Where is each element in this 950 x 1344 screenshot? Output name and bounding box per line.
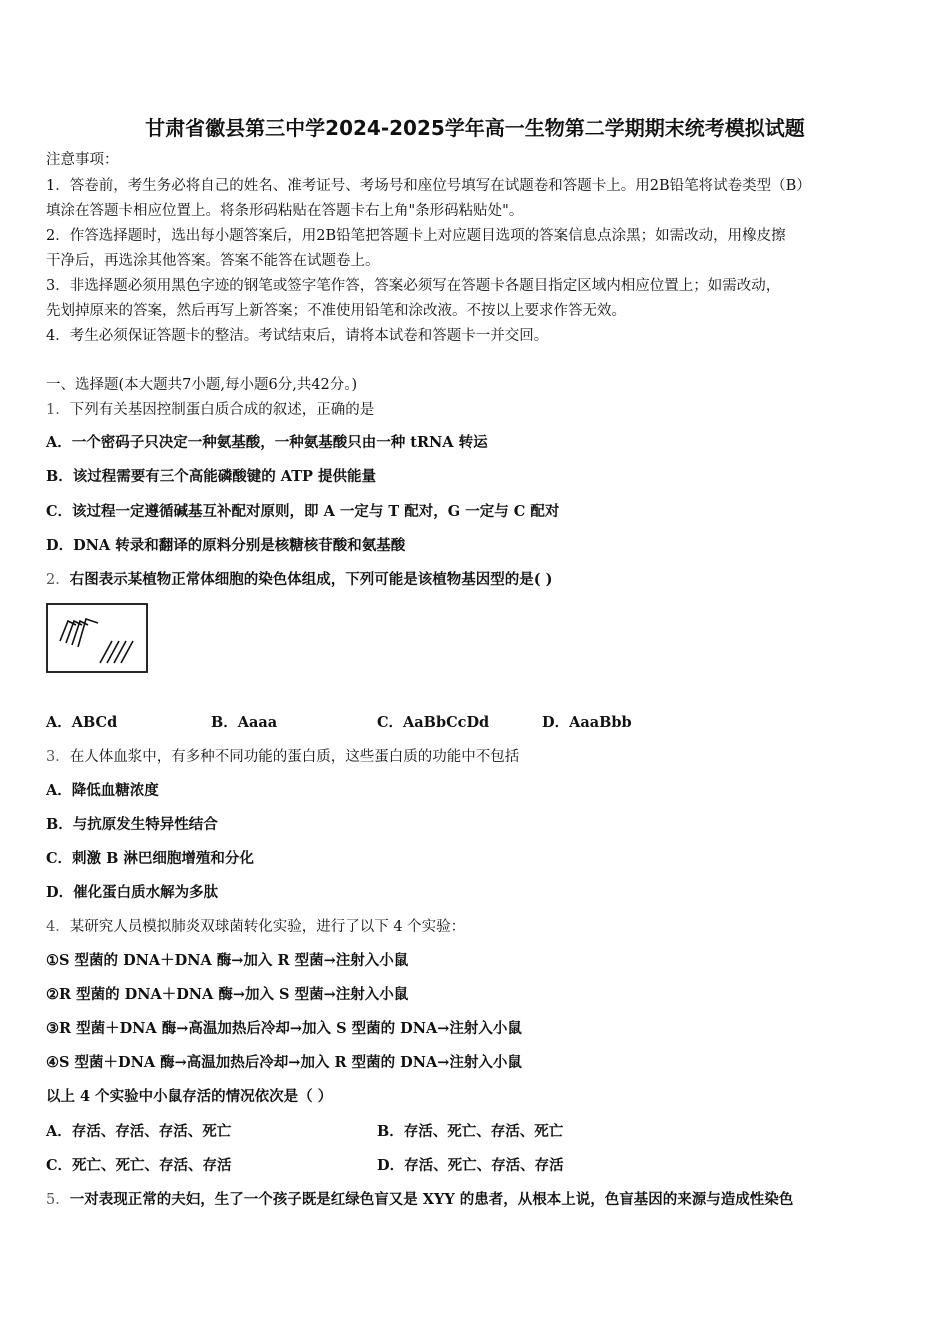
q4-experiment-1: ①S 型菌的 DNA＋DNA 酶→加入 R 型菌→注射入小鼠	[46, 952, 409, 969]
notice-line: 填涂在答题卡相应位置上。将条形码粘贴在答题卡右上角"条形码粘贴处"。	[46, 203, 524, 219]
chromosome-group-straight	[100, 641, 133, 663]
q2-option-b: B．Aaaa	[211, 714, 278, 731]
q1-option-b: B．该过程需要有三个高能磷酸键的 ATP 提供能量	[46, 468, 377, 485]
q4-experiment-4: ④S 型菌＋DNA 酶→高温加热后冷却→加入 R 型菌的 DNA→注射入小鼠	[46, 1054, 522, 1071]
q2-option-c: C．AaBbCcDd	[377, 714, 490, 731]
q4-option-b: B．存活、死亡、存活、死亡	[377, 1123, 564, 1140]
question-stem: 一对表现正常的夫妇，生了一个孩子既是红绿色盲又是 XYY 的患者，从根本上说，色盲基因的来源与造成性染色	[69, 1191, 794, 1208]
page-title: 甘肃省徽县第三中学2024-2025学年高一生物第二学期期末统考模拟试题	[145, 116, 805, 140]
question-number: 2．	[46, 572, 70, 588]
question-stem: 右图表示某植物正常体细胞的染色体组成，下列可能是该植物基因型的是( )	[69, 571, 553, 588]
question-number: 1．	[46, 402, 70, 418]
q4-option-c: C．死亡、死亡、存活、存活	[46, 1157, 232, 1174]
section-heading: 一、选择题(本大题共7小题,每小题6分,共42分。)	[46, 377, 358, 393]
question-stem: 下列有关基因控制蛋白质合成的叙述，正确的是	[69, 402, 375, 418]
question-5	[46, 1190, 793, 1210]
q3-option-c: C．刺激 B 淋巴细胞增殖和分化	[46, 850, 254, 867]
notice-line: 1．答卷前，考生务必将自己的姓名、准考证号、考场号和座位号填写在试题卷和答题卡上。用2B铅笔将试卷类型（B）	[46, 178, 811, 194]
notice-line: 4．考生必须保证答题卡的整洁。考试结束后，请将本试卷和答题卡一并交回。	[46, 328, 549, 344]
q4-option-a: A．存活、存活、存活、死亡	[46, 1123, 232, 1140]
question-number: 3．	[46, 749, 70, 765]
q4-ask: 以上 4 个实验中小鼠存活的情况依次是（ ）	[46, 1088, 333, 1105]
q2-option-a: A．ABCd	[46, 714, 118, 731]
question-number: 5．	[46, 1192, 70, 1208]
question-stem: 某研究人员模拟肺炎双球菌转化实验，进行了以下 4 个实验：	[69, 919, 466, 935]
question-number: 4．	[46, 919, 70, 935]
question-2	[46, 570, 553, 590]
q1-option-d: D．DNA 转录和翻译的原料分别是核糖核苷酸和氨基酸	[46, 537, 406, 554]
question-1	[46, 400, 374, 420]
question-stem: 在人体血浆中，有多种不同功能的蛋白质，这些蛋白质的功能中不包括	[69, 749, 520, 765]
notice-line: 干净后，再选涂其他答案。答案不能答在试题卷上。	[46, 253, 380, 269]
q3-option-a: A．降低血糖浓度	[46, 782, 159, 799]
chromosome-figure	[46, 603, 148, 673]
q3-option-d: D．催化蛋白质水解为多肽	[46, 884, 219, 901]
notice-line: 3．非选择题必须用黑色字迹的钢笔或签字笔作答，答案必须写在答题卡各题目指定区域内相应位置上；如需改动，	[46, 278, 781, 294]
q4-option-d: D．存活、死亡、存活、存活	[377, 1157, 564, 1174]
question-4	[46, 917, 465, 937]
q2-option-d: D．AaaBbb	[542, 714, 632, 731]
q1-option-c: C．该过程一定遵循碱基互补配对原则，即 A 一定与 T 配对，G 一定与 C 配对	[46, 503, 560, 520]
question-3	[46, 747, 519, 767]
notice-line: 2．作答选择题时，选出每小题答案后，用2B铅笔把答题卡上对应题目选项的答案信息点涂黑；如需改动，用橡皮擦	[46, 228, 786, 244]
q1-option-a: A．一个密码子只决定一种氨基酸，一种氨基酸只由一种 tRNA 转运	[46, 434, 488, 451]
notice-heading: 注意事项：	[46, 152, 119, 168]
q4-experiment-3: ③R 型菌＋DNA 酶→高温加热后冷却→加入 S 型菌的 DNA→注射入小鼠	[46, 1020, 522, 1037]
q3-option-b: B．与抗原发生特异性结合	[46, 816, 218, 833]
chromosome-group-bent	[60, 619, 98, 647]
notice-line: 先划掉原来的答案，然后再写上新答案；不准使用铅笔和涂改液。不按以上要求作答无效。	[46, 303, 626, 319]
q4-experiment-2: ②R 型菌的 DNA＋DNA 酶→加入 S 型菌→注射入小鼠	[46, 986, 409, 1003]
